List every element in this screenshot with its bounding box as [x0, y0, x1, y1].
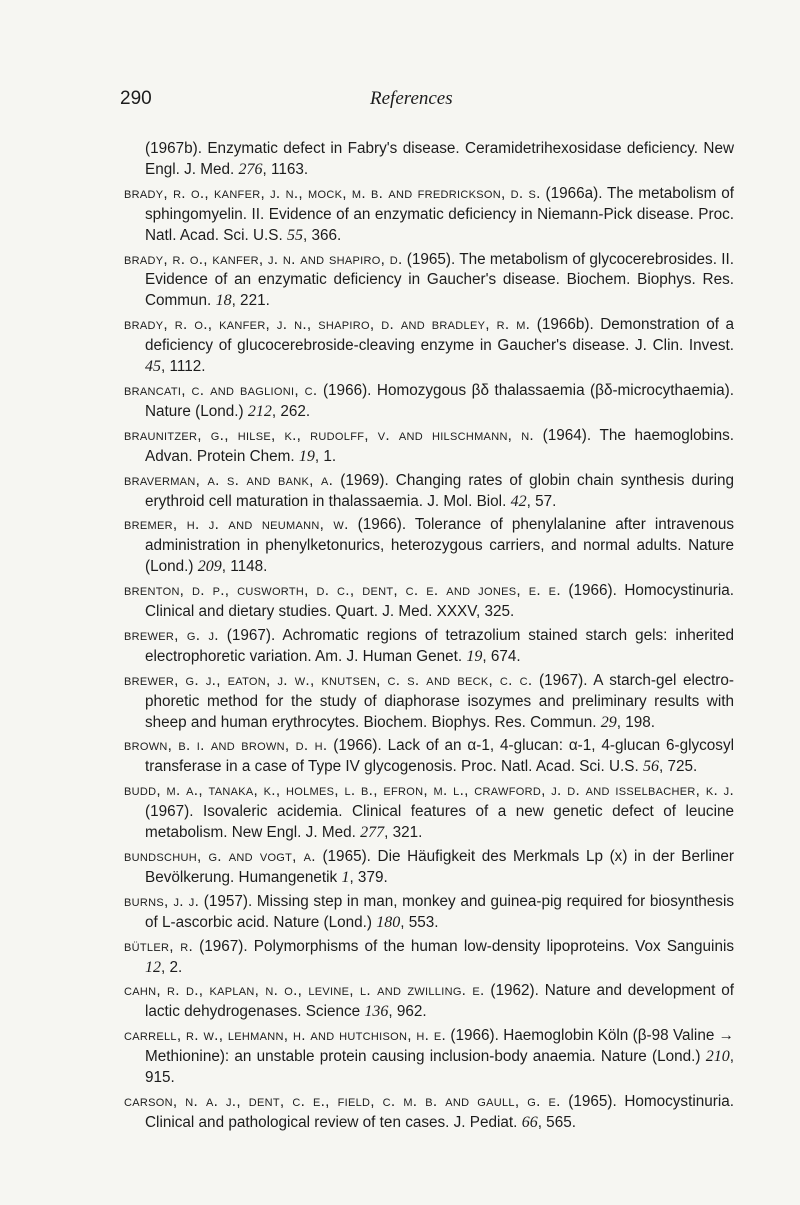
reference-text: (1966). Homocystinuria. Clinical and dietary studies. Quart. J. Med. XXXV, 325. — [145, 582, 734, 621]
reference-volume: 66 — [521, 1113, 538, 1131]
reference-authors: brady, r. o., kanfer, j. n., mock, m. b. and fredrickson, d. s. — [124, 184, 541, 202]
reference-text: (1962). Nature and development of lactic dehydrogenases. Science — [145, 982, 734, 1021]
page-header — [0, 88, 800, 118]
reference-pages: , 198. — [616, 713, 656, 731]
reference-text: (1965). Die Häufigkeit des Merkmals Lp (x) in der Berliner Bevölkerung. Humangenetik — [145, 848, 734, 886]
reference-text: (1967). Achromatic regions of tetrazolium stained starch gels: inherited electrophoretic variation. Am. J. Human Genet. — [145, 626, 734, 665]
reference-entry — [124, 315, 734, 378]
reference-entry — [124, 515, 734, 578]
reference-entry — [124, 471, 734, 513]
reference-entry — [124, 781, 734, 844]
reference-volume: 12 — [145, 958, 161, 976]
reference-pages: , 1163. — [262, 160, 309, 178]
reference-pages: , 221. — [231, 292, 270, 310]
reference-entry — [124, 736, 734, 778]
reference-text: (1966). Haemoglobin Köln (β-98 Valine → Methionine): an unstable protein causing inclusion-body anaemia. Nature (Lond.) — [145, 1027, 734, 1066]
reference-entry — [124, 184, 734, 247]
reference-entry — [124, 426, 734, 468]
reference-authors: bundschuh, g. and vogt, a. — [124, 848, 316, 865]
running-title: References — [370, 88, 453, 109]
reference-entry — [124, 581, 734, 623]
reference-entry — [124, 671, 734, 734]
reference-volume: 212 — [247, 402, 272, 420]
reference-volume: 276 — [238, 160, 263, 178]
reference-pages: , 962. — [388, 1003, 427, 1021]
reference-pages: , 674. — [482, 647, 521, 665]
reference-pages: , 2. — [161, 958, 183, 976]
reference-authors: burns, j. j. — [124, 892, 200, 910]
reference-text: (1966b). Demonstration of a deficiency of glucocerebroside-cleaving enzyme in Gaucher's disease. J. Clin. Invest. — [145, 316, 734, 355]
reference-text: (1967). A starch-gel electro-phoretic method for the study of diaphorase isozymes and preliminary results with sheep and human erythrocytes. Biochem. Biophys. Res. Commun. — [145, 671, 734, 731]
reference-authors: budd, m. a., tanaka, k., holmes, l. b., efron, m. l., crawford, j. d. and isselbacher, k. j. — [124, 782, 734, 800]
reference-pages: , 553. — [400, 913, 439, 931]
reference-authors: brewer, g. j., eaton, j. w., knutsen, c. s. and beck, c. c. — [124, 671, 533, 689]
reference-entry — [124, 626, 734, 668]
reference-text: (1966). Tolerance of phenylalanine after intravenous administration in phenylketonurics, heterozygous carriers, and normal adults. Nature (Lond.) — [145, 516, 734, 576]
reference-volume: 45 — [145, 358, 161, 376]
reference-pages: , 915. — [145, 1048, 734, 1087]
reference-pages: , 1148. — [221, 558, 268, 576]
reference-volume: 56 — [642, 758, 659, 776]
reference-entry — [124, 1026, 734, 1089]
reference-pages: , 1112. — [161, 358, 206, 376]
reference-volume: 277 — [360, 824, 385, 842]
reference-text: (1969). Changing rates of globin chain synthesis during erythroid cell maturation in thalassaemia. J. Mol. Biol. — [145, 471, 734, 510]
reference-authors: brewer, g. j. — [124, 626, 219, 644]
reference-volume: 210 — [705, 1048, 730, 1066]
reference-pages: , 262. — [271, 402, 311, 420]
reference-text: (1966a). The metabolism of sphingomyelin. II. Evidence of an enzymatic deficiency in Niemann-Pick disease. Proc. Natl. Acad. Sci. U.S. — [145, 184, 734, 244]
reference-text: (1967). Isovaleric acidemia. Clinical features of a new genetic defect of leucine metabolism. New Engl. J. Med. — [145, 803, 734, 842]
reference-text: (1965). The metabolism of glycocerebrosides. II. Evidence of an enzymatic deficiency in Gaucher's disease. Biochem. Biophys. Res. Commun. — [145, 250, 734, 310]
reference-entry — [124, 250, 734, 313]
reference-volume: 42 — [510, 492, 527, 510]
reference-text: (1965). Homocystinuria. Clinical and pathological review of ten cases. J. Pediat. — [145, 1092, 734, 1131]
reference-text: (1967b). Enzymatic defect in Fabry's disease. Ceramidetrihexosidase deficiency. New Engl. J. Med. — [145, 140, 734, 178]
reference-authors: cahn, r. d., kaplan, n. o., levine, l. and zwilling. e. — [124, 982, 485, 1000]
page-number: 290 — [120, 88, 152, 109]
reference-text: (1966). Homozygous βδ thalassaemia (βδ-microcythaemia). Nature (Lond.) — [145, 381, 734, 420]
reference-authors: bremer, h. j. and neumann, w. — [124, 516, 349, 534]
reference-authors: brady, r. o., kanfer, j. n. and shapiro, d. — [124, 250, 403, 268]
reference-authors: brancati, c. and baglioni, c. — [124, 381, 318, 399]
reference-text: (1964). The haemoglobins. Advan. Protein Chem. — [145, 426, 734, 465]
reference-pages: , 57. — [526, 492, 557, 510]
reference-volume: 29 — [600, 713, 617, 731]
reference-volume: 55 — [286, 226, 303, 244]
reference-authors: carrell, r. w., lehmann, h. and hutchison, h. e. — [124, 1027, 447, 1045]
reference-pages: , 366. — [302, 226, 342, 244]
reference-authors: bütler, r. — [124, 937, 194, 955]
reference-authors: braunitzer, g., hilse, k., rudolff, v. and hilschmann, n. — [124, 426, 534, 444]
reference-authors: brenton, d. p., cusworth, d. c., dent, c. e. and jones, e. e. — [124, 582, 561, 600]
reference-volume: 19 — [298, 447, 315, 465]
reference-volume: 180 — [376, 913, 401, 931]
reference-pages: , 379. — [349, 868, 388, 886]
reference-authors: brady, r. o., kanfer, j. n., shapiro, d. and bradley, r. m. — [124, 316, 531, 334]
reference-volume: 209 — [197, 558, 222, 576]
reference-authors: braverman, a. s. and bank, a. — [124, 471, 334, 489]
reference-entry — [124, 381, 734, 423]
reference-entry — [124, 892, 734, 934]
reference-entry — [124, 847, 734, 889]
reference-volume: 18 — [215, 292, 232, 310]
reference-text: (1967). Polymorphisms of the human low-density lipoproteins. Vox Sanguinis — [193, 937, 735, 955]
reference-text: (1966). Lack of an α-1, 4-glucan: α-1, 4-glucan 6-glycosyl transferase in a case of Type IV glycogenosis. Proc. Natl. Acad. Sci. U.S. — [145, 737, 735, 776]
reference-authors: carson, n. a. j., dent, c. e., field, c. m. b. and gaull, g. e. — [124, 1092, 561, 1110]
reference-pages: , 321. — [384, 824, 423, 842]
reference-text: (1957). Missing step in man, monkey and guinea-pig required for biosynthesis of L-ascorbic acid. Nature (Lond.) — [145, 892, 734, 931]
reference-entry — [124, 981, 734, 1023]
reference-volume: 1 — [341, 868, 350, 886]
reference-volume: 19 — [466, 647, 483, 665]
reference-entry — [124, 139, 734, 181]
reference-entry — [124, 937, 734, 979]
reference-pages: , 725. — [658, 758, 698, 776]
reference-authors: brown, b. i. and brown, d. h. — [124, 737, 328, 755]
reference-pages: , 565. — [537, 1113, 576, 1131]
reference-volume: 136 — [364, 1003, 389, 1021]
reference-pages: , 1. — [314, 447, 337, 465]
reference-entry — [124, 1092, 734, 1134]
reference-list — [124, 139, 734, 1137]
